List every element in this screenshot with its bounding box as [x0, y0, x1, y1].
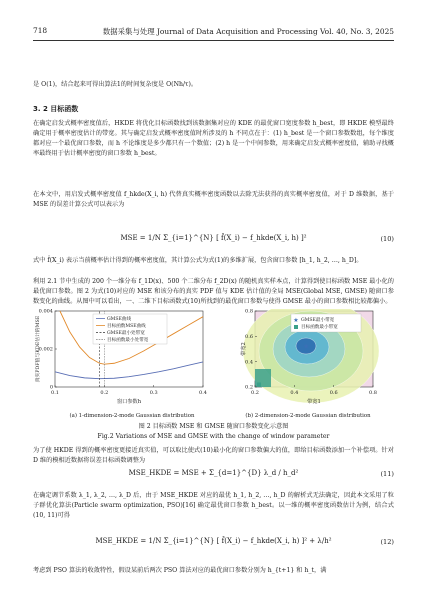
chart-a-legend-label: 目标函数MSE曲线	[107, 324, 146, 329]
section-heading: 3. 2 目标函数	[33, 105, 79, 113]
eq12-coef: 1/N	[148, 537, 162, 545]
chart-a-series-0	[55, 362, 203, 379]
chart-b-xtick-label: 0.2	[251, 390, 259, 396]
chart-b-ytick-label: 0.8	[245, 309, 253, 315]
paragraph-5: 为了使 HKDE 得到的概率密度更接近真实值，可以取比使式(10)最小化的窗口参数偏大的值，即给目标函数添加一个补偿项。针对 D 维的模相近数据将误差目标函数调整为	[33, 447, 394, 464]
equation-10	[33, 229, 394, 253]
eq10-body: Σ_{i=1}^{N} [ f̂(X_i) − f_hkde(X_i, h) ]²	[163, 234, 307, 242]
chart-b-legend-label: GMSE最小带宽	[301, 318, 335, 323]
chart-b-legend	[291, 314, 361, 332]
chart-b-legend-label: 目标函数最小带宽	[301, 325, 338, 330]
figure-caption-cn: 图 2 目标函数 MSE 和 GMSE 随窗口参数变化示意图	[138, 423, 289, 430]
figure-2	[33, 309, 394, 411]
paragraph-7: 考虑到 PSO 算法的收敛特性，假设某前后两次 PSO 算法对应的最优窗口参数分别为 h_{t+1} 和 h_t，满	[33, 567, 327, 574]
paragraph-3: 式中 f̂(X_i) 表示当前概率估计得到的概率密度值，其计算公式为式(1)的多维扩展，包含窗口参数 [h_1, h_2, …, h_D]。	[33, 257, 363, 264]
chart-a-ytick-label: 0	[49, 384, 53, 391]
chart-a-ytick-label: 0.004	[38, 309, 53, 315]
chart-b-xtick-label: 0.8	[369, 390, 377, 396]
chart-b	[239, 309, 379, 405]
chart-a-xlabel: 窗口参数h	[116, 399, 142, 405]
paragraph-6: 在确定调节系数 λ_1, λ_2, …, λ_D 后，由于 MSE_HKDE 对应的最优 h_1, h_2, …, h_D 的解析式无法确定，因此本文采用了粒子群优化算法(Particle swarm optimization, PSO)[16] 确定最优窗口参数 h_best。以一维的概率密度函数估计为例，结合式(10, 11)可得	[33, 492, 394, 519]
figure-2-svg	[33, 309, 394, 409]
subcaption-b: (b) 2-dimension-2-mode Gaussian distribution	[245, 413, 371, 419]
chart-a-xtick-label: 0.1	[51, 390, 59, 396]
header-rule	[33, 40, 394, 41]
eq11-lhs: MSE_HKDE = MSE +	[128, 469, 207, 477]
page-number: 718	[33, 26, 48, 35]
equation-11	[33, 464, 394, 488]
chart-a-xtick-label: 0.3	[149, 390, 158, 396]
chart-b-xtick-label: 0.4	[290, 390, 299, 396]
chart-b-ytick-label: 0.4	[245, 359, 253, 366]
chart-b-ylabel: 带宽2	[241, 342, 247, 356]
paragraph-2: 在本文中，用启发式概率密度值 f_hkde(X_i, h) 代替真实概率密度函数以去除无法获得的真实概率密度值，对于 D 维数据，基于 MSE 的误差计算公式可以表示为	[33, 191, 394, 208]
eq12-body: Σ_{i=1}^{N} [ f̂(X_i) − f_hkde(X_i, h) ]² + λ/h²	[163, 537, 332, 545]
chart-b-legend-symbol	[294, 325, 298, 329]
complexity-line: 是 O(1)，结合起来可得出算法1的时间复杂度是 O(Nh/τ)。	[33, 81, 198, 88]
chart-a-legend-label: GMSE最小处带宽	[107, 331, 145, 336]
chart-a-legend-label: GMSE曲线	[107, 317, 132, 322]
chart-a	[34, 309, 207, 405]
running-header	[33, 26, 394, 38]
chart-a-legend	[93, 314, 167, 344]
eq10-coef: 1/N	[147, 234, 161, 242]
chart-b-legend-symbol: ★	[293, 317, 299, 324]
chart-a-xtick-label: 0.4	[199, 390, 207, 396]
eq11-body: Σ_{d=1}^{D} λ_d / h_d²	[209, 469, 299, 477]
chart-b-ytick-label: 0.2	[245, 384, 253, 391]
chart-b-xlabel: 带宽1	[307, 399, 321, 405]
chart-a-ylabel: 真实PDF值与KDE估计的MSE	[36, 315, 41, 383]
chart-a-legend-label: 目标函数最小处带宽	[107, 338, 149, 343]
chart-a-xtick-label: 0.2	[100, 390, 109, 396]
objective-min-marker	[257, 382, 261, 386]
eq11-number: (11)	[380, 470, 394, 478]
eq10-number: (10)	[380, 235, 394, 243]
subcaption-a: (a) 1-dimension-2-mode Gaussian distribution	[69, 413, 195, 419]
eq12-lhs: MSE_HKDE =	[95, 537, 147, 545]
paragraph-1: 在确定启发式概率密度值后，HKDE 将优化目标函数找到该数据集对应的 KDE 的最优窗口宽度参数 h_best，即 HKDE 模型最终确定用于概率密度估计的带宽。其与确定启发式概率密度值时所涉及的 h 不同点在于：(1) h_best 是一个窗口参数数组，每个维度都对应一个最优窗口参数，而 h 不论维度是多少都只有一个数值；(2) h 是一个中间参数，用来确定启发式概率密度值，辅助寻找概率最终用于估计概率密度的窗口参数 h_best。	[33, 120, 394, 157]
eq10-lhs: MSE =	[120, 234, 146, 242]
journal-title: 数据采集与处理 Journal of Data Acquisition and Processing Vol. 40, No. 3, 2025	[102, 27, 394, 36]
eq12-number: (12)	[380, 538, 394, 546]
figure-caption-en: Fig.2 Variations of MSE and GMSE with the change of window parameter	[97, 433, 330, 440]
gmse-min-marker: ★	[302, 342, 310, 351]
chart-b-xtick-label: 0.6	[329, 390, 338, 396]
chart-b-ytick-label: 0.6	[245, 333, 253, 340]
paragraph-4: 利用 2.1 节中生成的 200 个一维分布 f_1D(x)、500 个二维分布 f_2D(x) 的随机真实样本点，计算得到使目标函数 MSE 最小化的最优窗口参数。图 2 为式(10)对应的 MSE 和该分布的真实 PDF 值与 KDE 估计值的全局 MSE(Global MSE, GMSE) 随窗口参数变化的曲线。从图中可以看出，一、二维下目标函数式(10)所找到的最优窗口参数与使得 GMSE 最小的窗口参数相比较都偏小。	[33, 278, 394, 305]
equation-12	[33, 532, 394, 556]
chart-a-ytick-label: 0.002	[38, 346, 53, 353]
